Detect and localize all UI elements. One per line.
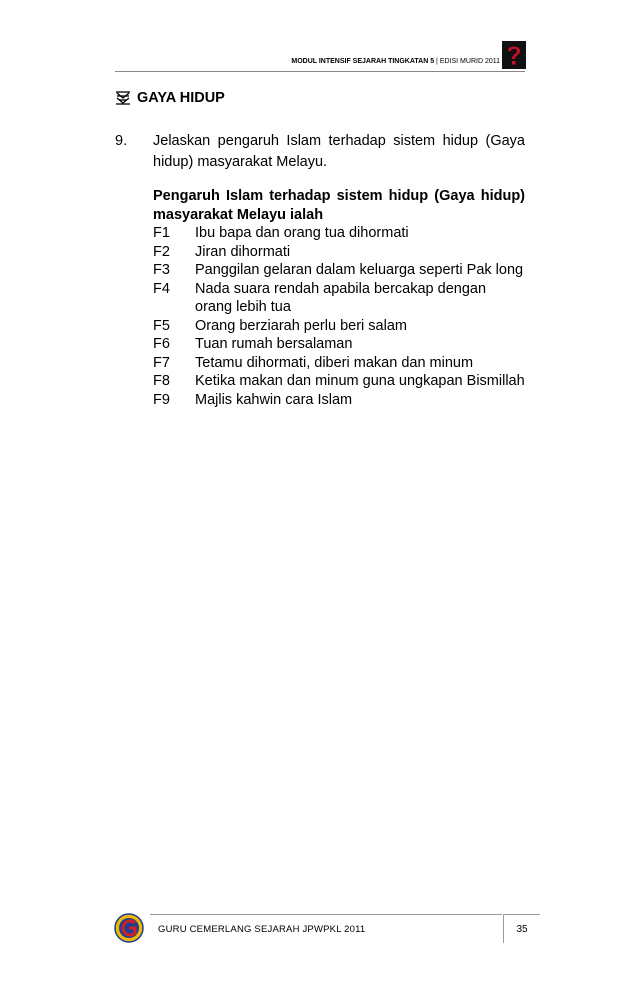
footer-text: GURU CEMERLANG SEJARAH JPWPKL 2011 (158, 924, 366, 935)
question-number: 9. (115, 133, 128, 149)
point-text: Tuan rumah bersalaman (195, 336, 353, 352)
point-code: F3 (153, 262, 170, 278)
point-code: F1 (153, 225, 170, 241)
point-text: Orang berziarah perlu beri salam (195, 317, 407, 334)
point-text: Jiran dihormati (195, 243, 291, 260)
list-item (153, 335, 525, 354)
header-edition: EDISI MURID 2011 (439, 58, 500, 65)
list-item (153, 391, 525, 410)
answer-block (153, 187, 525, 409)
point-code: F4 (153, 280, 170, 297)
point-code: F7 (153, 354, 170, 371)
list-item (153, 224, 525, 243)
answer-lead: Pengaruh Islam terhadap sistem hidup (Gaya hidup) masyarakat Melayu ialah (153, 188, 525, 223)
page-number-box (503, 914, 540, 943)
section-heading (115, 90, 225, 106)
page-number: 35 (516, 923, 528, 935)
question-block (115, 131, 525, 173)
footer-divider (150, 914, 502, 915)
point-text: Majlis kahwin cara Islam (195, 391, 353, 408)
point-code: F9 (153, 391, 170, 408)
point-code: F8 (153, 373, 170, 389)
header-separator: | (436, 58, 438, 65)
header-title: MODUL INTENSIF SEJARAH TINGKATAN 5 (291, 58, 435, 65)
question-text: Jelaskan pengaruh Islam terhadap sistem hidup (Gaya hidup) masyarakat Melayu. (153, 133, 525, 170)
jpwpkl-logo (114, 913, 144, 943)
list-item (153, 354, 525, 373)
point-code: F6 (153, 336, 170, 352)
list-item (153, 261, 525, 280)
point-text: Ketika makan dan minum guna ungkapan Bismillah (195, 373, 525, 389)
point-text: Tetamu dihormati, diberi makan dan minum (195, 354, 474, 371)
list-item (153, 280, 525, 317)
kite-icon (115, 90, 131, 106)
section-title: GAYA HIDUP (137, 90, 225, 106)
list-item (153, 243, 525, 262)
point-code: F2 (153, 243, 170, 260)
point-code: F5 (153, 317, 170, 334)
list-item (153, 317, 525, 336)
point-text: Panggilan gelaran dalam keluarga seperti Pak long (195, 262, 524, 278)
header-divider (115, 71, 525, 72)
point-text: Nada suara rendah apabila bercakap dengan orang lebih tua (195, 280, 487, 315)
header-module-title (250, 58, 500, 65)
list-item (153, 372, 525, 391)
question-mark-icon (502, 41, 526, 69)
point-text: Ibu bapa dan orang tua dihormati (195, 225, 409, 241)
